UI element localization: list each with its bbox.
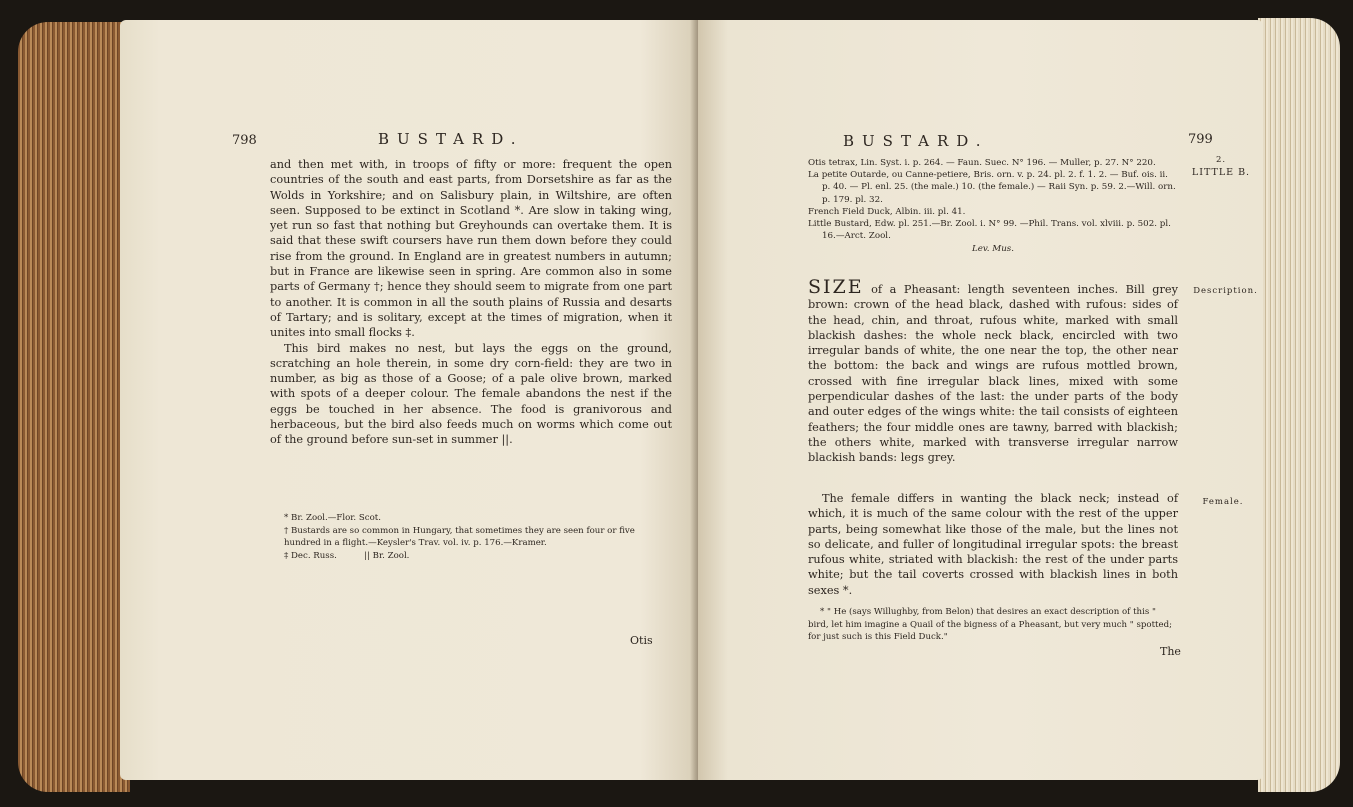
right-running-head: BUSTARD.	[843, 132, 989, 150]
right-footnote-text: * " He (says Willughby, from Belon) that desires an exact description of this " bird, let him imagine a Quail of the bigness of a Pheasant, but very much " spotted; for just such is this Field Duck."	[808, 607, 1172, 642]
left-page	[120, 20, 698, 780]
left-catchword: Otis	[630, 634, 653, 647]
left-footnotes	[270, 512, 672, 562]
right-catchword: The	[1160, 645, 1181, 658]
synonym-1: Otis tetrax, Lin. Syst. i. p. 264. — Faun. Suec. N° 196. — Muller, p. 27. N° 220.	[808, 158, 1156, 168]
female-paragraph: The female differs in wanting the black neck; instead of which, it is much of the same colour with the rest of the upper parts, being somewhat like those of the male, but the lines not so delicate, and fuller of longitudinal irregular spots: the breast rufous white, striated with blackish: the rest of the under parts white; but the tail coverts crossed with blackish lines in both sexes *.	[808, 492, 1178, 597]
left-footnote-2: † Bustards are so common in Hungary, that sometimes they are seen four or five hundred in a flight.—Keysler's Trav. vol. iv. p. 176.—Kramer.	[284, 525, 635, 548]
right-page	[698, 20, 1263, 780]
right-page-number: 799	[1188, 132, 1213, 147]
left-footnote-1: * Br. Zool.—Flor. Scot.	[284, 513, 381, 523]
left-running-head: BUSTARD.	[378, 130, 524, 148]
description-text	[808, 276, 1178, 466]
description-initial: SIZE	[808, 276, 864, 298]
left-body-text	[270, 157, 672, 448]
left-page-edges	[18, 22, 130, 792]
synonym-3: French Field Duck, Albin. iii. pl. 41.	[808, 206, 966, 217]
synonym-4: Little Bustard, Edw. pl. 251.—Br. Zool. i. N° 99. —Phil. Trans. vol. xlviii. p. 502. pl. 16.—Arct. Zool.	[808, 219, 1171, 242]
description-body: of a Pheasant: length seventeen inches. Bill grey brown: crown of the head black, dashed with rufous: sides of the head, chin, and throat, rufous white, marked with small blackish dashes: the whole neck black, encircled with two irregular bands of white, the one near the top, the other near the bottom: the back and wings are rufous mottled brown, crossed with fine irregular black lines, mixed with some perpendicular dashes of the last: the under parts of the body and outer edges of the wings white: the tail consists of eighteen feathers; the four middle ones are tawny, barred with blackish; the others white, marked with transverse irregular narrow blackish bands: legs grey.	[808, 283, 1178, 465]
synonymy-list	[808, 157, 1178, 256]
margin-description-label: Description.	[1193, 286, 1258, 296]
museum-note: Lev. Mus.	[971, 244, 1015, 255]
female-text	[808, 491, 1178, 598]
left-page-number: 798	[232, 133, 257, 148]
synonym-2: La petite Outarde, ou Canne-petiere, Bris. orn. v. p. 24. pl. 2. f. 1. 2. — Buf. ois. ii. p. 40. — Pl. enl. 25. (the male.) 10. (the female.) — Raii Syn. p. 59. 2.—Will. orn. p. 179. pl. 32.	[808, 170, 1176, 205]
margin-female-label: Female.	[1202, 497, 1244, 507]
left-paragraph-2: This bird makes no nest, but lays the eggs on the ground, scratching an hole therein, in some dry corn-field: they are two in number, as big as those of a Goose; of a pale olive brown, marked with spots of a deeper colour. The female abandons the nest if the eggs be touched in her absence. The food is granivorous and herbaceous, but the bird also feeds much on worms which come out of the ground before sun-set in summer ||.	[270, 341, 672, 447]
right-page-edges	[1258, 18, 1340, 792]
right-footnote	[808, 606, 1178, 644]
margin-species-number: 2.	[1215, 155, 1227, 165]
left-paragraph-1: and then met with, in troops of fifty or more: frequent the open countries of the south and east parts, from Dorsetshire as far as the Wolds in Yorkshire; and on Salisbury plain, in Wiltshire, are often seen. Supposed to be extinct in Scotland *. Are slow in taking wing, yet run so fast that nothing but Greyhounds can overtake them. It is said that these swift coursers have run them down before they could rise from the ground. In England are in greatest numbers in autumn; but in France are likewise seen in spring. Are common also in some parts of Germany †; hence they should seem to migrate from one part to another. It is common in all the south plains of Russia and desarts of Tartary; and is solitary, except at the times of migration, when it unites into small flocks ‡.	[270, 158, 672, 340]
left-footnote-3: ‡ Dec. Russ. || Br. Zool.	[284, 550, 410, 561]
description-paragraph	[808, 276, 1178, 466]
margin-species-title: LITTLE B.	[1191, 167, 1251, 178]
